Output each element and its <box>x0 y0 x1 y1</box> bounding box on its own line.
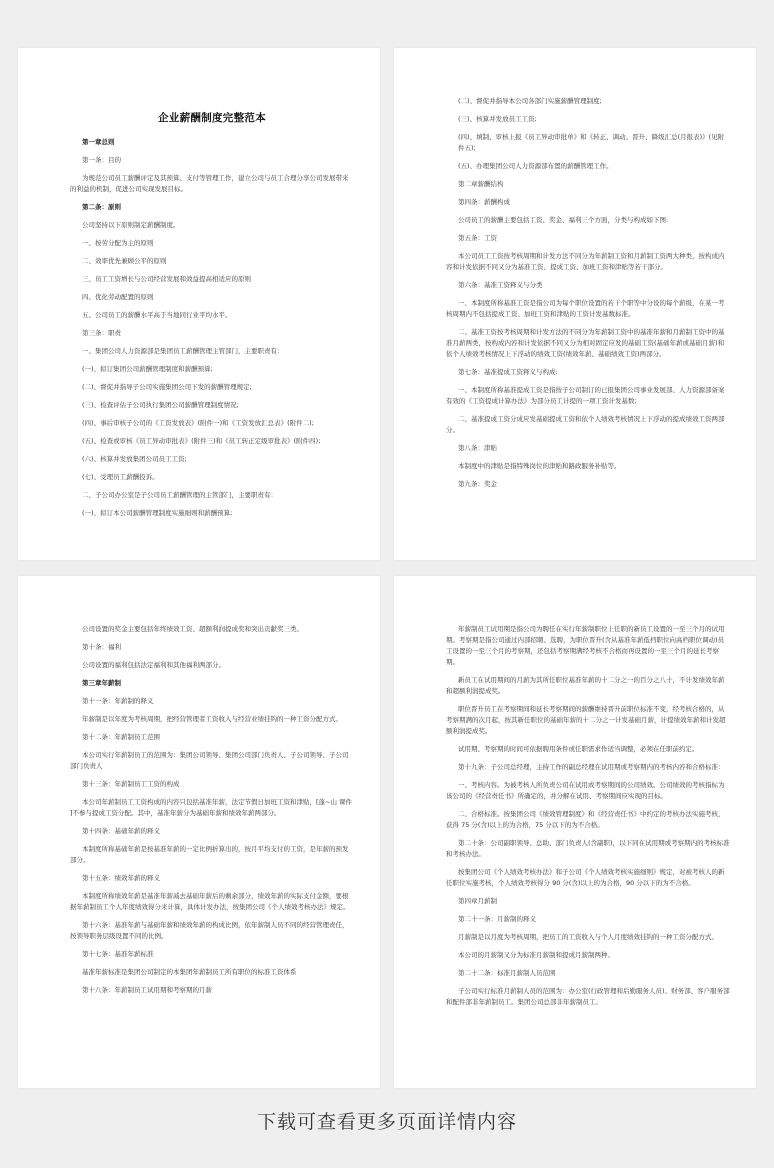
document-page-1 <box>18 48 380 560</box>
paragraph: 第二十一条：月薪制的释义 <box>458 915 536 923</box>
document-page-4 <box>394 576 756 1088</box>
paragraph: 第八条：津贴 <box>458 444 497 452</box>
paragraph: 新员工在试用期间的月薪为其所任职位基准年薪的十二分之一的百分之八十，不计发绩效年薪和超额利润提成奖。 <box>446 676 725 695</box>
paragraph: (三)、核算并发放员工工资; <box>458 115 537 123</box>
paragraph: (一)、拟订本公司薪酬管理制度实施细则和薪酬预算; <box>82 509 233 517</box>
paragraph: 第九条：奖金 <box>458 480 497 488</box>
section-heading: 第三章年薪制 <box>82 679 121 687</box>
paragraph: (五)、办理集团公司人力资源部布置的薪酬管理工作。 <box>458 162 613 170</box>
paragraph: 第二章薪酬结构 <box>458 180 504 188</box>
paragraph: 职位晋升员工在考察期间和延长考察期间的薪酬维持晋升前职位标准不变，经考核合格的，从考察期满的次月起，按其新任职位的基础年薪的十二分之一计发基础月薪，计提绩效年薪和计发超额利润提成奖。 <box>446 705 726 735</box>
paragraph: 本制度中的津贴是指特殊岗位的津贴和路政服务补贴等。 <box>458 462 621 470</box>
paragraph: 试用期、考察期的时间可依据聘用条件或任职需求作适当调整，必须在任职前约定。 <box>458 745 699 753</box>
paragraph: 年薪制是以年度为考核周期，把经营管理者工资收入与经营业绩挂钩的一种工资分配方式。 <box>82 715 342 723</box>
paragraph: (二)、督促并指导本公司各部门实施薪酬管理制度; <box>458 97 602 105</box>
paragraph: 第十四条：基础年薪的释义 <box>82 827 160 835</box>
paragraph: 五、公司员工的薪酬水平高于当地同行业平均水平。 <box>82 311 232 319</box>
paragraph: 本公司员工工资按考核周期和计发方法不同分为年薪制工资和月薪制工资两大种类，按构成内容和计发依据不同又分为基准工资、提成工资、加班工资和津贴等若干部分。 <box>446 252 725 271</box>
paragraph: (四)、事后审核子公司的《工资发放表》(附件一)和《工资发放汇总表》(附件二); <box>82 419 314 427</box>
paragraph: 四、优化劳动配置的原则 <box>82 293 154 301</box>
paragraph: 第二十二条：标准月薪制人员范围 <box>458 969 556 977</box>
paragraph: 第二十条：公司副职领导、总助、部门负责人(含副职)，以下同在试用期或考察期内的考核标准和考核办法。 <box>446 839 730 858</box>
paragraph: 公司员工的薪酬主要包括工资、奖金、福利三个方面，分类与构成如下图: <box>458 216 669 224</box>
paragraph: 二、效率优先兼顾公平的原则 <box>82 257 167 265</box>
paragraph: 二、合格标准。按集团公司《绩效管理制度》和《经营责任书》中约定的考核办法实施考核，获得 75 分(含)以上的为合格，75 分以下的为不合格。 <box>446 810 725 829</box>
paragraph: 第十八条：年薪制员工试用期和考察期的月薪 <box>82 986 212 994</box>
paragraph: 按集团公司《个人绩效考核办法》和子公司《个人绩效考核实施细则》规定，对被考核人的新任职位实施考核，个人绩效考核得分 90 分(含)以上的为合格，90 分以下的为不合格。 <box>446 868 725 887</box>
paragraph: 第五条：工资 <box>458 234 497 242</box>
page-content <box>446 96 730 497</box>
paragraph: 一、本制度所称基准提成工资是指按子公司制订的已报集团公司事业发展部、人力资源部备案有效的《工资提成计算办法》为部分员工计提的一项工资计发基数; <box>446 386 725 405</box>
page-content <box>446 624 730 1015</box>
document-page-2 <box>394 48 756 560</box>
section-heading: 第一章总则 <box>82 138 115 146</box>
paragraph-list <box>70 624 354 996</box>
paragraph: 子公司实行标准月薪制人员的范围为：办公室(行政管理和后勤服务人员)、财务部、客户服务部和配件部非年薪制员工。集团公司总部非年薪制员工。 <box>446 987 730 1006</box>
paragraph: 一、按劳分配为主的原则 <box>82 239 154 247</box>
paragraph: 第七条：基准提成工资释义与构成: <box>458 368 558 376</box>
paragraph: 为规范公司员工薪酬评定及其预算、支付等管理工作，建立公司与员工合理分享公司发展带来的利益的机制，促进公司实现发展目标。 <box>70 174 349 193</box>
paragraph: 第一条：目的 <box>82 156 121 164</box>
paragraph: 第六条：基准工资释义与分类 <box>458 281 543 289</box>
paragraph: 公司设置的奖金主要包括年终绩效工资、超额利润提成奖和突出贡献奖三类。 <box>82 625 303 633</box>
paragraph: 本公司的月薪制又分为标准月薪制和提成月薪制两种。 <box>458 951 614 959</box>
paragraph: (七)、受理员工薪酬投诉。 <box>82 473 159 481</box>
paragraph: 第三条：职责 <box>82 329 121 337</box>
paragraph: 第十七条：基准年薪标准 <box>82 950 154 958</box>
paragraph: 第十一条：年薪制的释义 <box>82 697 154 705</box>
document-title: 企业薪酬制度完整范本 <box>158 112 266 124</box>
page-content <box>70 110 354 526</box>
paragraph: (一)、拟订集团公司薪酬管理制度和薪酬预算; <box>82 365 213 373</box>
paragraph: 基准年薪标准是集团公司制定的本集团年薪制员工所有职位的标准工资体系 <box>82 968 297 976</box>
paragraph: 第四条：薪酬构成 <box>458 198 510 206</box>
paragraph: 公司设置的福利包括法定福利和其他福利两部分。 <box>82 661 225 669</box>
paragraph-list <box>446 624 730 1008</box>
document-page-3 <box>18 576 380 1088</box>
paragraph: 本公司实行年薪制员工的范围为：集团公司领导、集团公司部门负责人、子公司领导、子公司部门负责人 <box>70 751 349 770</box>
page-content <box>70 624 354 1003</box>
paragraph-list <box>446 96 730 490</box>
paragraph: 第十二条：年薪制员工范围 <box>82 733 160 741</box>
download-more-caption: 下载可查看更多页面详情内容 <box>256 1111 517 1133</box>
paragraph: 第十九条：子公司总经理，主持工作的副总经理在试用期或考察期内的考核内容和合格标准： <box>458 763 725 771</box>
paragraph: (六)、核算并发放集团公司员工工资; <box>82 455 187 463</box>
paragraph: 第十五条：绩效年薪的释义 <box>82 874 160 882</box>
paragraph: (三)、检查评估子公司执行集团公司薪酬管理制度情况; <box>82 401 239 409</box>
paragraph: 二、子公司办公室是子公司员工薪酬管理的主管部门，主要职责有： <box>82 491 277 499</box>
paragraph: (五)、检查或审核《员工异动审批表》(附件三)和《员工转正定级审批表》(附件四); <box>82 437 321 445</box>
paragraph: 第十三条：年薪制员工工资的构成 <box>82 780 180 788</box>
paragraph: 二、基准提成工资分成应发基础提成工资和依个人绩效考核情况上下浮动的提成绩效工资两部分。 <box>446 415 725 434</box>
section-heading: 第二条：原则 <box>82 203 121 211</box>
paragraph-list <box>70 137 354 519</box>
paragraph: 二、基准工资按考核周期和计发方法的不同分为年薪制工资中的基准年薪和月薪制工资中的基准月薪两类，按构成内容和计发依据不同又分为相对固定应发的基础工资(基础年薪或基础月薪)和依个人绩效考核情况上下浮动的绩效工资(绩效年薪、基础绩效工资)两部分。 <box>446 328 725 358</box>
paragraph: 第十六条：基准年薪与基础年薪和绩效年薪的构成比例，依年薪制人员不同的经营管理责任，按领导职务层级设置不同的比例。 <box>70 921 349 940</box>
paragraph: 三、员工工资增长与公司经营发展和效益提高相适应的原则 <box>82 275 251 283</box>
paragraph: 公司坚持以下原则制定薪酬制度。 <box>82 221 180 229</box>
paragraph: (二)、督促并指导子公司实施集团公司下发的薪酬管理规定; <box>82 383 252 391</box>
paragraph: 本公司年薪制员工工资构成的内容只包括基准年薪，法定节假日加班工资和津贴，[蓬~山 课件 ]不参与提成工资分配。其中，基准年薪分为基础年薪和绩效年薪两部分。 <box>70 798 353 817</box>
paragraph: 一、集团公司人力资源部是集团员工薪酬管理主管部门，主要职责有： <box>82 347 284 355</box>
paragraph: 本制度所称基础年薪是按基准年薪的一定比例折算出的，按月平均支付的工资，是年薪的预发部分。 <box>70 845 349 864</box>
paragraph: 月薪制是以月度为考核周期，把员工的工资收入与个人月度绩效挂钩的一种工资分配方式。 <box>458 933 718 941</box>
paragraph: 一、本制度所称基准工资是指公司为每个职位设置的若干个职等中分设的每个薪级，在某一考核周期内不包括提成工资、加班工资和津贴的工资计发基数标准。 <box>446 299 725 318</box>
paragraph: 年薪制员工试用期是指公司为聘任在实行年薪制职位上任职的新员工设置的一至三个月的试用期。考察期是指公司通过内部招聘、选聘，为职位晋升(含从基准年薪低档职位向高档职位调动)员工设置的一至三个月的考察期，还包括考察期满经考核不合格而再设置的一至三个月的延长考察期。 <box>446 625 725 666</box>
paragraph: 一、考核内容。为被考核人所负责公司在试用或考察期间的公司绩效。公司绩效的考核指标为该公司的《经营责任书》所确定的，并分解在试用、考察期间应实现的目标。 <box>446 781 725 800</box>
paragraph: 第四章月薪制 <box>458 897 497 905</box>
paragraph: 本制度所称绩效年薪是基准年薪减去基础年薪后的剩余部分，绩效年薪的实际支付金额，要根据年薪制员工个人年度绩效得分来计算，具体计发办法，按集团公司《个人绩效考核办法》规定。 <box>70 892 350 911</box>
paragraph: 第十条：福利 <box>82 643 121 651</box>
paragraph: (四)、填制、审核上报《员工异动审批单》和《转正、调动、晋升、降级汇总(月报表)》(见附件五); <box>458 133 725 152</box>
